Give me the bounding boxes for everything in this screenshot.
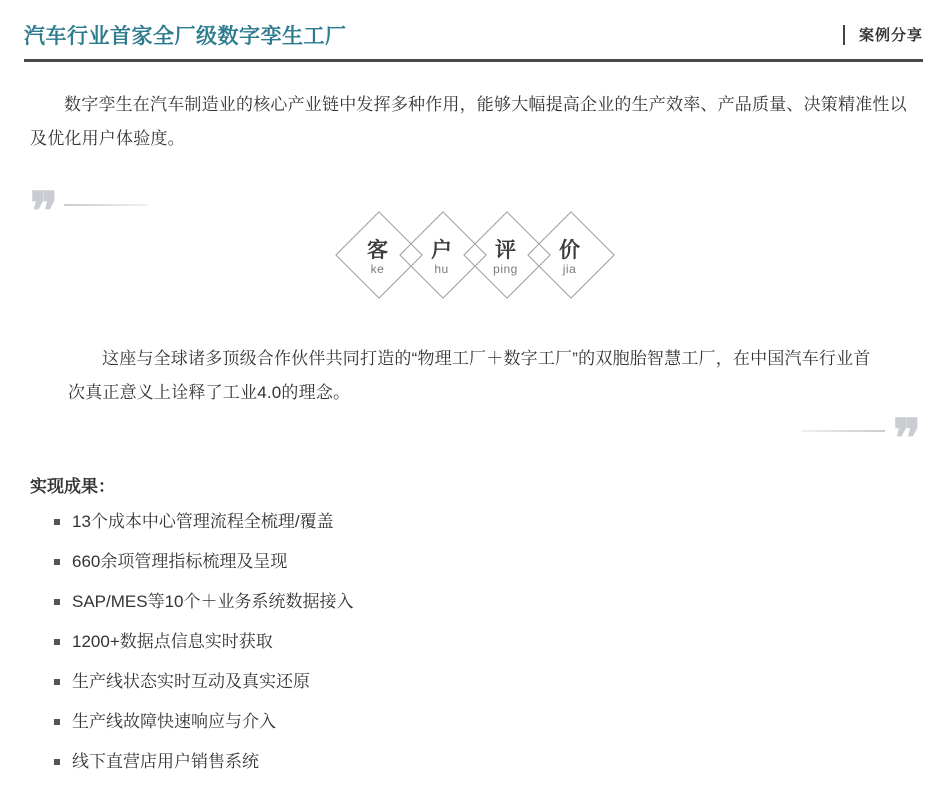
header-section-marker xyxy=(843,24,923,45)
list-item xyxy=(30,713,917,730)
list-item-label: 1200+数据点信息实时获取 xyxy=(72,632,273,652)
page-header xyxy=(0,0,947,49)
square-bullet-icon xyxy=(54,519,60,525)
list-item-label: SAP/MES等10个＋业务系统数据接入 xyxy=(72,592,354,612)
intro-paragraph: 数字孪生在汽车制造业的核心产业链中发挥多种作用，能够大幅提高企业的生产效率、产品质量、决策精准性以及优化用户体验度。 xyxy=(30,95,907,149)
section-label: 案例分享 xyxy=(858,27,923,44)
square-bullet-icon xyxy=(54,719,60,725)
quote-open-rule xyxy=(64,204,148,206)
results-section xyxy=(30,472,917,770)
list-item-label: 生产线故障快速响应与介入 xyxy=(72,712,276,732)
square-bullet-icon xyxy=(54,759,60,765)
list-item xyxy=(30,753,917,770)
diamond-jia xyxy=(528,212,612,296)
list-item-label: 生产线状态实时互动及真实还原 xyxy=(72,672,310,692)
header-rule xyxy=(24,59,923,62)
square-bullet-icon xyxy=(54,679,60,685)
diamond-char: 价 xyxy=(559,239,580,263)
list-item xyxy=(30,593,917,610)
diamond-char: 户 xyxy=(431,239,452,263)
diamond-char: 客 xyxy=(367,239,388,263)
list-item-label: 线下直营店用户销售系统 xyxy=(72,752,259,772)
list-item xyxy=(30,513,917,530)
diamond-title-row xyxy=(0,212,947,296)
diamond-pinyin: hu xyxy=(434,262,449,277)
diamond-pinyin: ke xyxy=(370,262,385,277)
list-item xyxy=(30,553,917,570)
quote-close-rule xyxy=(801,430,885,432)
results-title: 实现成果： xyxy=(30,477,115,497)
square-bullet-icon xyxy=(54,559,60,565)
list-item-label: 660余项管理指标梳理及呈现 xyxy=(72,552,288,572)
quote-open-icon: ❞ xyxy=(30,184,56,242)
header-divider xyxy=(843,25,845,45)
quote-close-icon: ❞ xyxy=(893,410,919,468)
list-item xyxy=(30,673,917,690)
diamond-pinyin: jia xyxy=(562,262,577,277)
page-title: 汽车行业首家全厂级数字孪生工厂 xyxy=(24,25,347,48)
list-item-label: 13个成本中心管理流程全梳理/覆盖 xyxy=(72,512,334,532)
results-list xyxy=(30,513,917,770)
quote-close-group xyxy=(801,410,919,468)
list-item xyxy=(30,633,917,650)
diamond-char: 评 xyxy=(495,239,516,263)
diamond-pinyin: ping xyxy=(493,262,518,277)
customer-review-block xyxy=(0,182,947,472)
square-bullet-icon xyxy=(54,599,60,605)
square-bullet-icon xyxy=(54,639,60,645)
quote-text: 这座与全球诸多顶级合作伙伴共同打造的“物理工厂＋数字工厂”的双胞胎智慧工厂，在中国汽车行业首次真正意义上诠释了工业4.0的理念。 xyxy=(68,349,871,403)
